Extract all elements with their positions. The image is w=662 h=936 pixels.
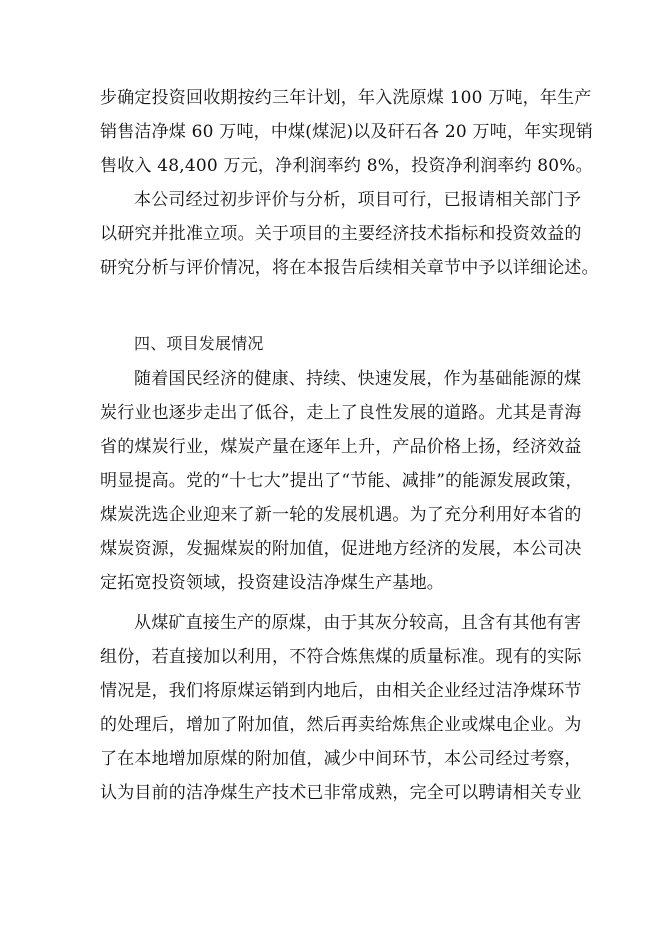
- text-line: 随着国民经济的健康、持续、快速发展，作为基础能源的煤: [134, 369, 582, 389]
- text-line: 销售洁净煤 60 万吨，中煤(煤泥)以及矸石各 20 万吨，年实现销: [100, 122, 593, 142]
- text-line: 步确定投资回收期按约三年计划，年入洗原煤 100 万吨，年生产: [100, 88, 592, 108]
- text-line: 省的煤炭行业，煤炭产量在逐年上升，产品价格上扬，经济效益: [100, 437, 582, 457]
- text-line: 以研究并批准立项。关于项目的主要经济技术指标和投资效益的: [100, 224, 582, 244]
- text-line: 煤炭洗选企业迎来了新一轮的发展机遇。为了充分利用好本省的: [100, 505, 582, 525]
- text-line: 炭行业也逐步走出了低谷，走上了良性发展的道路。尤其是青海: [100, 403, 582, 423]
- text-line: 情况是，我们将原煤运销到内地后，由相关企业经过洁净煤环节: [100, 681, 582, 701]
- text-line: 的处理后，增加了附加值，然后再卖给炼焦企业或煤电企业。为: [100, 715, 582, 735]
- text-line: 从煤矿直接生产的原煤，由于其灰分较高，且含有其他有害: [134, 613, 582, 633]
- text-line: 研究分析与评价情况，将在本报告后续相关章节中予以详细论述。: [100, 258, 599, 278]
- text-line: 明显提高。党的“十七大”提出了“节能、减排”的能源发展政策，: [100, 471, 583, 491]
- text-line: 了在本地增加原煤的附加值，减少中间环节，本公司经过考察，: [100, 749, 582, 769]
- text-line: 定拓宽投资领域，投资建设洁净煤生产基地。: [100, 573, 444, 593]
- text-line: 认为目前的洁净煤生产技术已非常成熟，完全可以聘请相关专业: [100, 783, 582, 803]
- text-line: 本公司经过初步评价与分析，项目可行，已报请相关部门予: [134, 190, 582, 210]
- text-line: 组份，若直接加以利用，不符合炼焦煤的质量标准。现有的实际: [100, 647, 582, 667]
- section-heading: 四、项目发展情况: [134, 334, 264, 353]
- text-line: 煤炭资源，发掘煤炭的附加值，促进地方经济的发展，本公司决: [100, 539, 582, 559]
- text-line: 售收入 48,400 万元，净利润率约 8%，投资净利润率约 80%。: [100, 156, 593, 176]
